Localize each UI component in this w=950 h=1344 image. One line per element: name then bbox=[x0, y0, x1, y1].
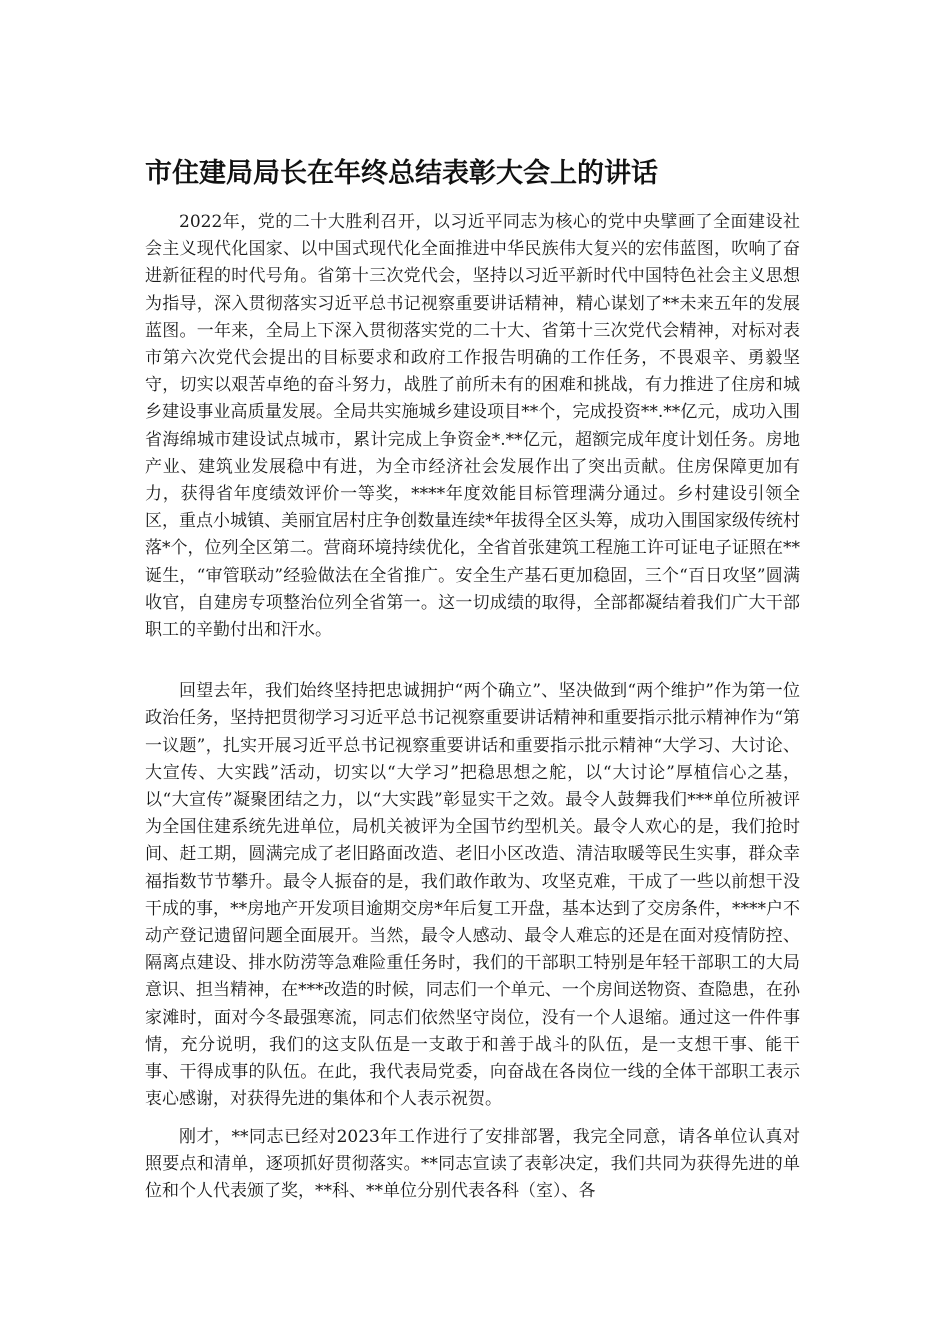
paragraph-1: 2022年，党的二十大胜利召开，以习近平同志为核心的党中央擘画了全面建设社会主义现代化国家、以中国式现代化全面推进中华民族伟大复兴的宏伟蓝图，吹响了奋进新征程的时代号角。省第十三次党代会，坚持以习近平新时代中国特色社会主义思想为指导，深入贯彻落实习近平总书记视察重要讲话精神，精心谋划了**未来五年的发展蓝图。一年来，全局上下深入贯彻落实党的二十大、省第十三次党代会精神，对标对表市第六次党代会提出的目标要求和政府工作报告明确的工作任务，不畏艰辛、勇毅坚守，切实以艰苦卓绝的奋斗努力，战胜了前所未有的困难和挑战，有力推进了住房和城乡建设事业高质量发展。全局共实施城乡建设项目**个，完成投资**.**亿元，成功入围省海绵城市建设试点城市，累计完成上争资金*.**亿元，超额完成年度计划任务。房地产业、建筑业发展稳中有进，为全市经济社会发展作出了突出贡献。住房保障更加有力，获得省年度绩效评价一等奖，****年度效能目标管理满分通过。乡村建设引领全区，重点小城镇、美丽宜居村庄争创数量连续*年拔得全区头筹，成功入围国家级传统村落*个，位列全区第二。营商环境持续优化，全省首张建筑工程施工许可证电子证照在**诞生，“审管联动”经验做法在全省推广。安全生产基石更加稳固，三个“百日攻坚”圆满收官，自建房专项整治位列全省第一。这一切成绩的取得，全部都凝结着我们广大干部职工的辛勤付出和汗水。 bbox=[145, 212, 800, 641]
document-title: 市住建局局长在年终总结表彰大会上的讲话 bbox=[145, 158, 658, 189]
paragraph-3: 刚才，**同志已经对2023年工作进行了安排部署，我完全同意，请各单位认真对照要点和清单，逐项抓好贯彻落实。**同志宣读了表彰决定，我们共同为获得先进的单位和个人代表颁了奖，**科、**单位分别代表各科（室）、各 bbox=[145, 1126, 800, 1201]
document-body bbox=[145, 209, 800, 1205]
paragraph-2: 回望去年，我们始终坚持把忠诚拥护“两个确立”、坚决做到“两个维护”作为第一位政治任务，坚持把贯彻学习习近平总书记视察重要讲话精神和重要指示批示精神作为“第一议题”，扎实开展习近平总书记视察重要讲话和重要指示批示精神“大学习、大讨论、大宣传、大实践”活动，切实以“大学习”把稳思想之舵，以“大讨论”厚植信心之基，以“大宣传”凝聚团结之力，以“大实践”彰显实干之效。最令人鼓舞我们***单位所被评为全国住建系统先进单位，局机关被评为全国节约型机关。最令人欢心的是，我们抢时间、赶工期，圆满完成了老旧路面改造、老旧小区改造、清洁取暖等民生实事，群众幸福指数节节攀升。最令人振奋的是，我们敢作敢为、攻坚克难，干成了一些以前想干没干成的事，**房地产开发项目逾期交房*年后复工开盘，基本达到了交房条件，****户不动产登记遗留问题全面展开。当然，最令人感动、最令人难忘的还是在面对疫情防控、隔离点建设、排水防涝等急难险重任务时，我们的干部职工特别是年轻干部职工的大局意识、担当精神，在***改造的时候，同志们一个单元、一个房间送物资、查隐患，在孙家滩时，面对今冬最强寒流，同志们依然坚守岗位，没有一个人退缩。通过这一件件事情，充分说明，我们的这支队伍是一支敢于和善于战斗的队伍，是一支想干事、能干事、干得成事的队伍。在此，我代表局党委，向奋战在各岗位一线的全体干部职工表示衷心感谢，对获得先进的集体和个人表示祝贺。 bbox=[145, 681, 800, 1110]
